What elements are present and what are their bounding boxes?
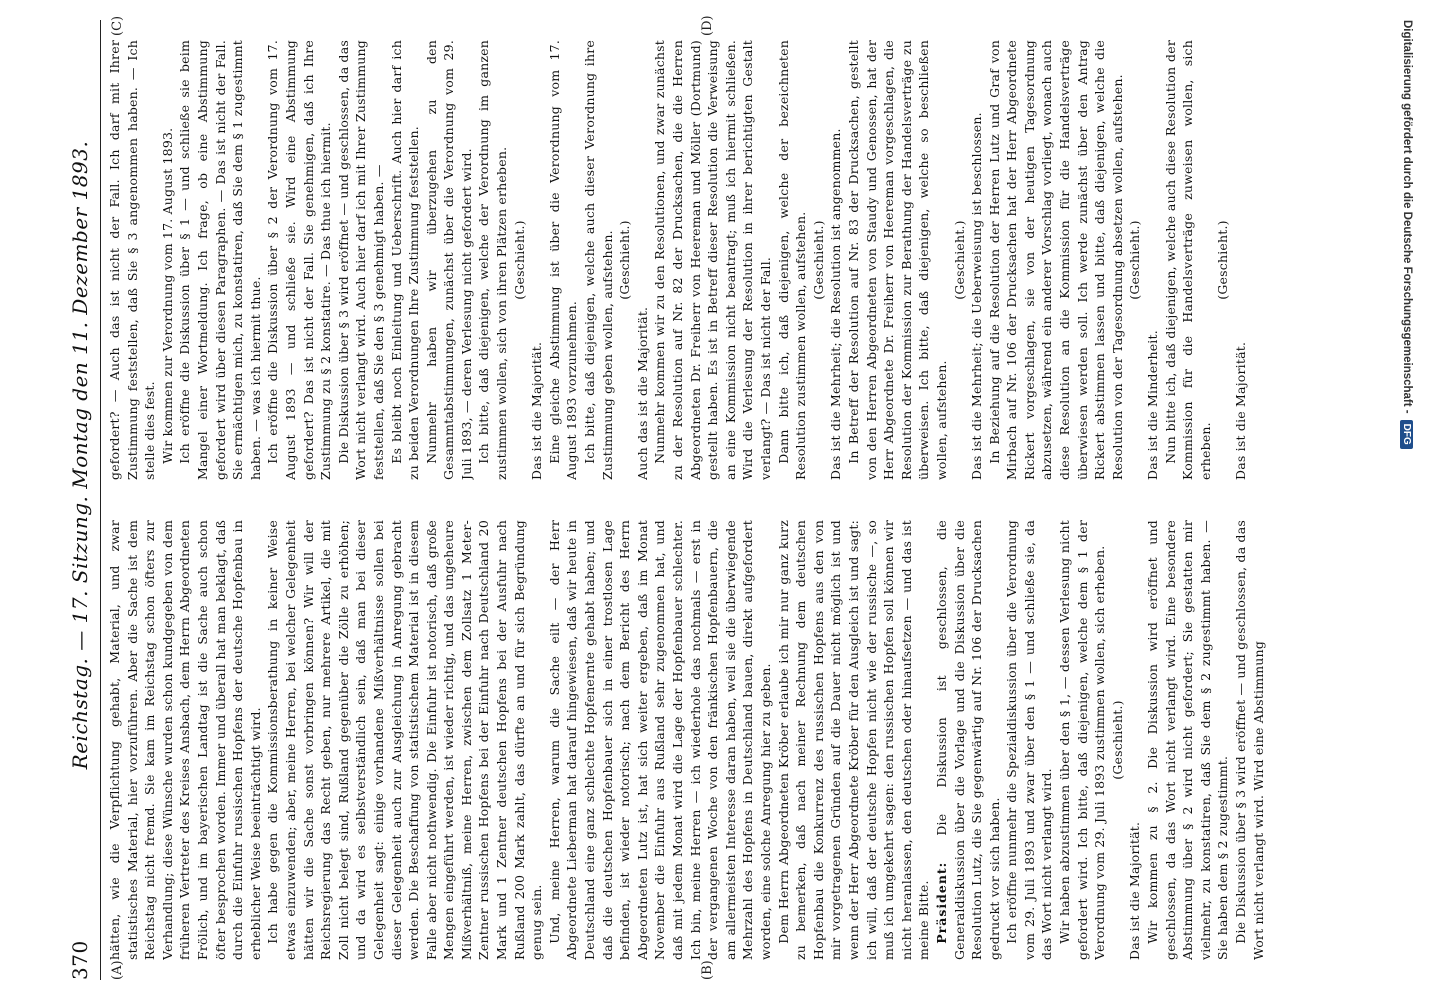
digitization-notice xyxy=(1392,20,1422,980)
margin-marker-a: (A) xyxy=(110,960,125,980)
page-header xyxy=(60,20,101,980)
paragraph: Nun bitte ich, daß diejenigen, welche auch diese Resolution der Kommission für die Handelsverträge zuweisen wollen, sich erheben. xyxy=(1162,40,1213,480)
paragraph: Ich eröffne nunmehr die Spezialdiskussion über die Verordnung vom 29. Juli 1893 und zwar über den § 1 — und schließe sie, da das Wort nicht verlangt wird. xyxy=(1004,520,1055,960)
right-text-column xyxy=(106,40,1342,480)
paragraph: Das ist die Majorität. xyxy=(529,341,545,480)
digitization-notice-text: Digitalisierung gefördert durch die Deutsche Forschungsgemeinschaft - xyxy=(1401,20,1413,414)
stage-direction: (Geschieht.) xyxy=(1109,700,1125,780)
paragraph: Das ist die Mehrheit; die Ueberweisung ist beschlossen. xyxy=(969,112,985,480)
speech-text: Die Diskussion ist geschlossen, die Generaldiskussion über die Vorlage und die Diskussion über die Resolution Lutz, die Sie gegenwärtig auf Nr. 106 der Drucksachen gedruckt vor sich haben. xyxy=(933,520,1002,960)
stage-direction: (Geschieht.) xyxy=(810,220,826,300)
stage-direction: (Geschieht.) xyxy=(617,220,633,300)
paragraph: Ich habe gegen die Kommissionsberathung in keiner Weise etwas einzuwenden; aber, meine Herren, bei welcher Gelegenheit hätten wir die Sache sonst vorbringen können? Wir will der Reichsregierung das Recht geben, nur mehrere Artikel, die mit Zoll nicht belegt sind, Rußland gegenüber die Zölle zu erhöhen; und da wird es selbstverständlich sein, daß man bei dieser Gelegenheit sagt: einige vorhandene Mißverhältnisse sollen bei dieser Gelegenheit auch zur Ausgleichung in Anregung gebracht werden. Die Beschaffung von statistischem Material ist in diesem Falle aber nicht nothwendig. Die Einfuhr ist notorisch, daß große Mengen eingeführt werden, ist wieder richtig, und das ungeheure Mißverhältniß, meine Herren, zwischen dem Zollsatz 1 Meter-Zentner russischen Hopfens bei der Einfuhr nach Deutschland 20 Mark und 1 Zentner deutschen Hopfens bei der Ausfuhr nach Rußland 200 Mark zahlt, das dürfte an und für sich Begründung genug sein. xyxy=(265,520,545,960)
paragraph: Das ist die Minderheit. xyxy=(1145,330,1161,480)
margin-marker-d: (D) xyxy=(700,15,715,36)
stage-direction: (Geschieht.) xyxy=(951,220,967,300)
paragraph: Nunmehr haben wir überzugehen zu den Gesammtabstimmungen, zunächst über die Verordnung vom 29. Juli 1893, — deren Verlesung nicht gefordert wird. xyxy=(423,40,474,480)
page-number: 370 xyxy=(68,940,92,980)
stage-direction: (Geschieht.) xyxy=(1215,220,1231,300)
paragraph: Das ist die Mehrheit; die Resolution ist angenommen. xyxy=(828,128,844,480)
rotated-protocol-page xyxy=(60,15,1350,980)
paragraph: Ich bitte, daß diejenigen, welche der Verordnung im ganzen zustimmen wollen, sich von ihren Plätzen erheben. xyxy=(476,40,510,480)
running-title: Reichstag. — 17. Sitzung. Montag den 11. Dezember 1893. xyxy=(68,140,92,770)
paragraph: In Beziehung auf die Resolution der Herren Lutz und Graf von Mirbach auf Nr. 106 der Drucksachen hat der Herr Abgeordnete Rickert vorgeschlagen, sie von der heutigen Tagesordnung abzusetzen, während ein anderer Vorschlag vorliegt, wonach auch diese Resolution an die Kommission für die Handelsverträge überwiesen werden soll. Ich werde zunächst über den Antrag Rickert abstimmen lassen und bitte, daß diejenigen, welche die Resolution von der Tagesordnung absetzen wollen, aufstehen. xyxy=(986,40,1125,480)
paragraph: Ich bitte, daß diejenigen, welche auch dieser Verordnung ihre Zustimmung geben wollen, aufstehen. xyxy=(582,40,615,480)
dfg-logo: DFG xyxy=(1401,420,1414,449)
paragraph: Ich eröffne die Diskussion über § 2 der Verordnung vom 17. August 1893 — und schließe sie. Wird eine Abstimmung gefordert? Das ist nicht der Fall. Sie genehmigen, daß ich Ihre Zustimmung zu § 2 konstatire. — Das thue ich hiermit. xyxy=(265,40,334,480)
paragraph: Dann bitte ich, daß diejenigen, welche der bezeichneten Resolution zustimmen wollen, aufstehen. xyxy=(775,40,809,480)
paragraph: Es bleibt noch Einleitung und Ueberschrift. Auch hier darf ich zu beiden Verordnungen Ihre Zustimmung feststellen. xyxy=(388,40,422,480)
paragraph: Wir haben abzustimmen über den § 1, — dessen Verlesung nicht gefordert wird. Ich bitte, daß diejenigen, welche dem § 1 der Verordnung vom 29. Juli 1893 zustimmen wollen, sich erheben. xyxy=(1057,520,1108,960)
paragraph: hätten, wie die Verpflichtung gehabt, Material, und zwar statistisches Material, hier vorzuführen. Aber die Sache ist dem Reichstag nicht fremd. Sie kam im Reichstag schon öfters zur Verhandlung; diese Wünsche wurden schon kundgegeben von dem früheren Vertreter des Kreises Ansbach, dem Herrn Abgeordneten Frölich, und im bayerischen Landtag ist die Sache auch schon öfter besprochen worden. Immer und überall hat man beklagt, daß durch die Einfuhr russischen Hopfens der deutsche Hopfenbau in erheblicher Weise beeinträchtigt wird. xyxy=(107,520,263,960)
paragraph: Das ist die Majorität. xyxy=(1127,821,1143,960)
paragraph: Und, meine Herren, warum die Sache eilt — der Herr Abgeordnete Lieberman hat darauf hingewiesen, daß wir heute in Deutschland eine ganz schlechte Hopfenernte gehabt haben; und daß die deutschen Hopfenbauer sich in einer trostlosen Lage befinden, ist wieder notorisch; nach dem Bericht des Herrn Abgeordneten Lutz ist, hat sich weiter ergeben, daß im Monat November die Einfuhr aus Rußland sehr zugenommen hat, und daß mit jedem Monat wird die Lage der Hopfenbauer schlechter. Ich bin, meine Herren — ich wiederhole das nochmals — erst in der vergangenen Woche von den fränkischen Hopfenbauern, die am allermeisten Interesse daran haben, weil sie die überwiegende Mehrzahl des Hopfens in Deutschland bauen, direkt aufgefordert worden, eine solche Anregung hier zu geben. xyxy=(546,520,773,960)
paragraph: Ich eröffne die Diskussion über § 1 — und schließe sie beim Mangel einer Wortmeldung. Ich frage, ob eine Abstimmung gefordert wird über diesen Paragraphen. — Das ist nicht der Fall. Sie ermächtigen mich, zu konstatiren, daß Sie dem § 1 zugestimmt haben. — was ich hiermit thue. xyxy=(177,40,263,480)
paragraph: Dem Herrn Abgeordneten Kröber erlaube ich mir nur ganz kurz zu bemerken, daß nach meiner Rechnung dem deutschen Hopfenbau die Konkurrenz des russischen Hopfens aus den von mir vorgetragenen Gründen auf die Dauer nicht möglich ist und wenn der Herr Abgeordnete Kröber für den Ausgleich ist und sagt: ich will, daß der deutsche Hopfen nicht wie der russische —, so muß ich umgekehrt sagen: den russischen Hopfen soll können wir nicht heranlassen, den deutschen oder hinaufsetzen — und das ist meine Bitte. xyxy=(775,520,932,960)
margin-marker-b: (B) xyxy=(700,960,715,980)
paragraph: gefordert? — Auch das ist nicht der Fall. Ich darf mit Ihrer Zustimmung feststellen, daß Sie § 3 angenommen haben. — Ich stelle dies fest. xyxy=(107,40,158,480)
speaker-name: Präsident: xyxy=(933,861,949,944)
paragraph: Wir kommen zu § 2. Die Diskussion wird eröffnet und geschlossen, da das Wort nicht verlangt wird. Eine besondere Abstimmung über § 2 wird nicht gefordert; Sie gestatten mir vielmehr, zu konstatiren, daß Sie dem § 2 zugestimmt haben. — Sie haben dem § 2 zugestimmt. xyxy=(1145,520,1231,960)
paragraph: In Betreff der Resolution auf Nr. 83 der Drucksachen, gestellt von den Herren Abgeordneten von Staudy und Genossen, hat der Herr Abgeordnete Dr. Freiherr von Heereman vorgeschlagen, die Resolution der Kommission zur Berathung der Handelsverträge zu überweisen. Ich bitte, daß diejenigen, welche so beschließen wollen, aufstehen. xyxy=(845,40,949,480)
paragraph: Das ist die Majorität. xyxy=(1233,341,1248,480)
stage-direction: (Geschieht.) xyxy=(1127,220,1143,300)
paragraph: Die Diskussion über § 3 wird eröffnet — und geschlossen, da das Wort nicht verlangt wird. Wird eine Abstimmung xyxy=(1233,520,1266,960)
margin-marker-c: (C) xyxy=(110,15,125,36)
paragraph: Wir kommen zur Verordnung vom 17. August 1893. xyxy=(159,127,175,464)
paragraph xyxy=(933,520,1003,960)
paragraph: Die Diskussion über § 3 wird eröffnet — und geschlossen, da das Wort nicht verlangt wird. Auch hier darf ich mit Ihrer Zustimmung feststellen, daß Sie den § 3 genehmigt haben. — xyxy=(335,40,386,480)
paragraph: Auch das ist die Majorität. xyxy=(634,306,650,480)
stage-direction: (Geschieht.) xyxy=(511,220,527,300)
paragraph: Nunmehr kommen wir zu den Resolutionen, und zwar zunächst zu der Resolution auf Nr. 82 der Drucksachen, die die Herren Abgeordneten Dr. Freiherr von Heereman und Möller (Dortmund) gestellt haben. Es ist in Betreff dieser Resolution die Verweisung an eine Kommission nicht beantragt; muß ich hiermit schließen. Wird die Verlesung der Resolution in ihrer berichtigten Gestalt verlangt? — Das ist nicht der Fall. xyxy=(652,40,773,480)
paragraph: Eine gleiche Abstimmung ist über die Verordnung vom 17. August 1893 vorzunehmen. xyxy=(546,40,580,480)
left-text-column xyxy=(106,520,1342,960)
